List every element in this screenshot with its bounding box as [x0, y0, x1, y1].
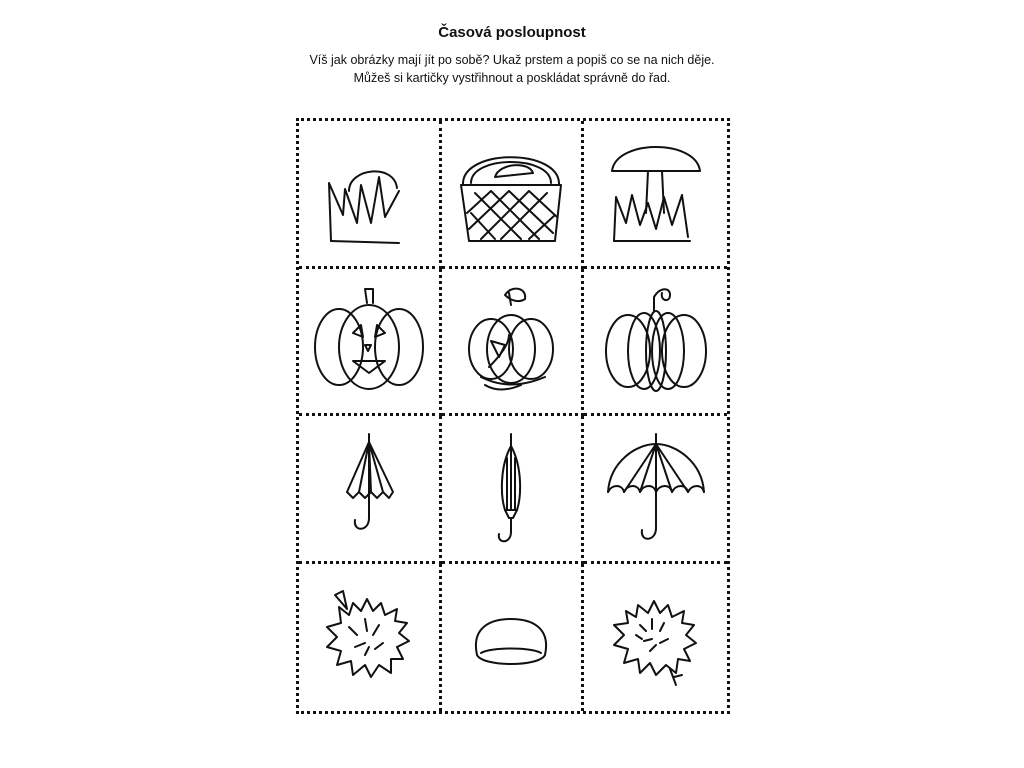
- chestnut-husk-open-icon: [309, 577, 429, 697]
- instruction-line-2: Můžeš si kartičky vystřihnout a poskládat správně do řad.: [353, 71, 671, 85]
- jack-o-lantern-icon: [309, 281, 429, 401]
- card-r4-c2[interactable]: [442, 564, 585, 712]
- chestnut-husk-closed-icon: [596, 577, 716, 697]
- grown-mushroom-icon: [596, 133, 716, 253]
- card-r1-c2[interactable]: [442, 121, 585, 269]
- closed-umbrella-icon: [451, 428, 571, 548]
- page-title: Časová posloupnost: [438, 24, 586, 41]
- chestnut-icon: [451, 577, 571, 697]
- small-pumpkin-with-leaves-icon: [451, 281, 571, 401]
- card-r2-c2[interactable]: [442, 269, 585, 417]
- card-r2-c3[interactable]: [584, 269, 727, 417]
- card-r3-c2[interactable]: [442, 416, 585, 564]
- open-umbrella-icon: [596, 428, 716, 548]
- card-r3-c1[interactable]: [299, 416, 442, 564]
- card-r1-c1[interactable]: [299, 121, 442, 269]
- card-r1-c3[interactable]: [584, 121, 727, 269]
- instruction-line-1: Víš jak obrázky mají jít po sobě? Ukaž prstem a popiš co se na nich děje.: [309, 53, 715, 67]
- pumpkin-icon: [596, 281, 716, 401]
- card-r2-c1[interactable]: [299, 269, 442, 417]
- mushroom-in-grass-icon: [309, 133, 429, 253]
- card-r4-c1[interactable]: [299, 564, 442, 712]
- card-r3-c3[interactable]: [584, 416, 727, 564]
- card-grid: [296, 118, 730, 714]
- card-r4-c3[interactable]: [584, 564, 727, 712]
- mushroom-in-basket-icon: [451, 133, 571, 253]
- half-open-umbrella-icon: [309, 428, 429, 548]
